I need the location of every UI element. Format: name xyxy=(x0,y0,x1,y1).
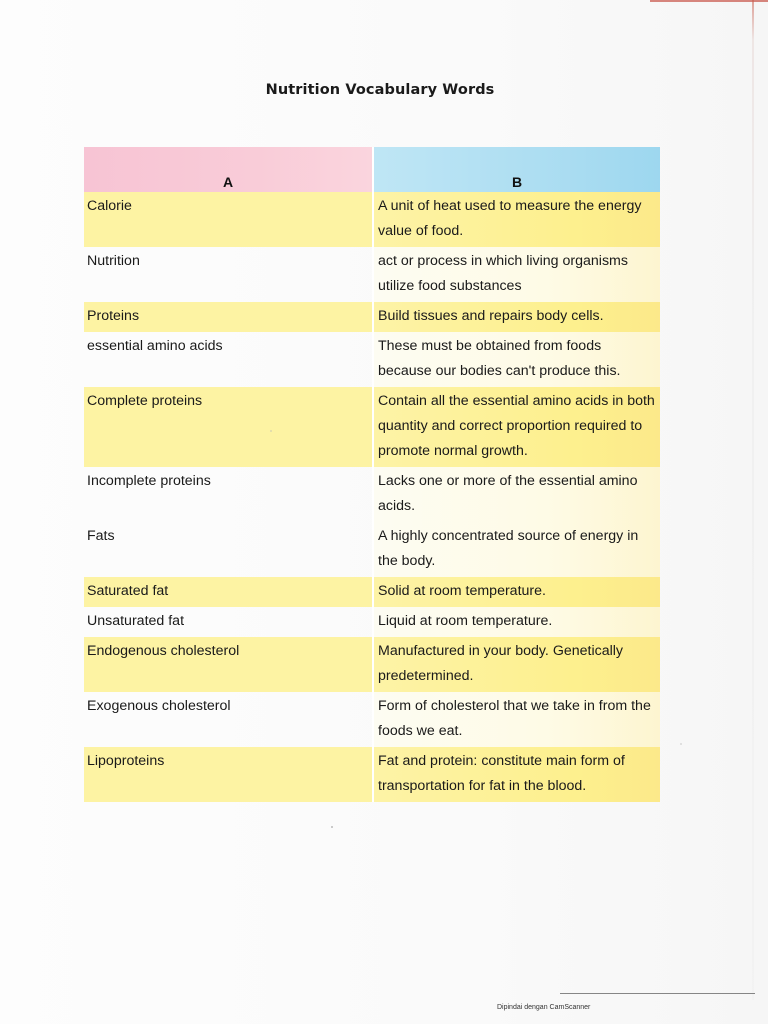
page-edge-bottom xyxy=(560,993,755,994)
table-row xyxy=(84,247,660,302)
table-row xyxy=(84,467,660,522)
term-cell: Complete proteins xyxy=(84,387,373,467)
term-cell: Calorie xyxy=(84,192,373,247)
scan-speck xyxy=(680,743,682,745)
definition-cell: Solid at room temperature. xyxy=(373,577,660,607)
table-row xyxy=(84,577,660,607)
term-cell: Saturated fat xyxy=(84,577,373,607)
definition-cell: Build tissues and repairs body cells. xyxy=(373,302,660,332)
column-header-a: A xyxy=(84,147,373,192)
term-cell: Exogenous cholesterol xyxy=(87,698,231,714)
definition-cell: A highly concentrated source of energy in the body. xyxy=(373,522,660,577)
definition-cell: These must be obtained from foods because our bodies can't produce this. xyxy=(373,332,660,387)
term-cell: Proteins xyxy=(84,302,373,332)
table-row xyxy=(84,387,660,467)
table-row xyxy=(84,332,660,387)
table-header-row xyxy=(84,147,660,192)
definition-cell: Form of cholesterol that we take in from the foods we eat. xyxy=(373,692,660,747)
term-cell: Fats xyxy=(87,528,115,544)
table-row xyxy=(84,607,660,637)
term-cell: Lipoproteins xyxy=(84,747,373,802)
term-cell: Nutrition xyxy=(87,253,140,269)
definition-cell: Fat and protein: constitute main form of transportation for fat in the blood. xyxy=(373,747,660,802)
definition-cell: Manufactured in your body. Genetically predetermined. xyxy=(373,637,660,692)
vocabulary-table xyxy=(84,147,660,802)
term-cell: Endogenous cholesterol xyxy=(84,637,373,692)
term-cell: Incomplete proteins xyxy=(87,473,211,489)
page-edge-top xyxy=(650,0,768,2)
definition-cell: Contain all the essential amino acids in both quantity and correct proportion required to promote normal growth. xyxy=(373,387,660,467)
scan-speck xyxy=(270,430,272,432)
document-title: Nutrition Vocabulary Words xyxy=(265,82,495,98)
definition-cell: Liquid at room temperature. xyxy=(373,607,660,637)
definition-cell: A unit of heat used to measure the energy value of food. xyxy=(373,192,660,247)
page-edge-right xyxy=(752,0,754,1000)
scan-speck xyxy=(331,826,333,828)
table-row xyxy=(84,692,660,747)
table-row xyxy=(84,522,660,577)
column-header-b: B xyxy=(373,147,660,192)
table-body xyxy=(84,192,660,802)
scanner-watermark: Dipindai dengan CamScanner xyxy=(497,1004,591,1011)
term-cell: Unsaturated fat xyxy=(87,613,185,629)
definition-cell: act or process in which living organisms utilize food substances xyxy=(373,247,660,302)
table-row xyxy=(84,302,660,332)
table-row xyxy=(84,747,660,802)
table-row xyxy=(84,192,660,247)
term-cell: essential amino acids xyxy=(87,338,223,354)
table-row xyxy=(84,637,660,692)
definition-cell: Lacks one or more of the essential amino acids. xyxy=(373,467,660,522)
